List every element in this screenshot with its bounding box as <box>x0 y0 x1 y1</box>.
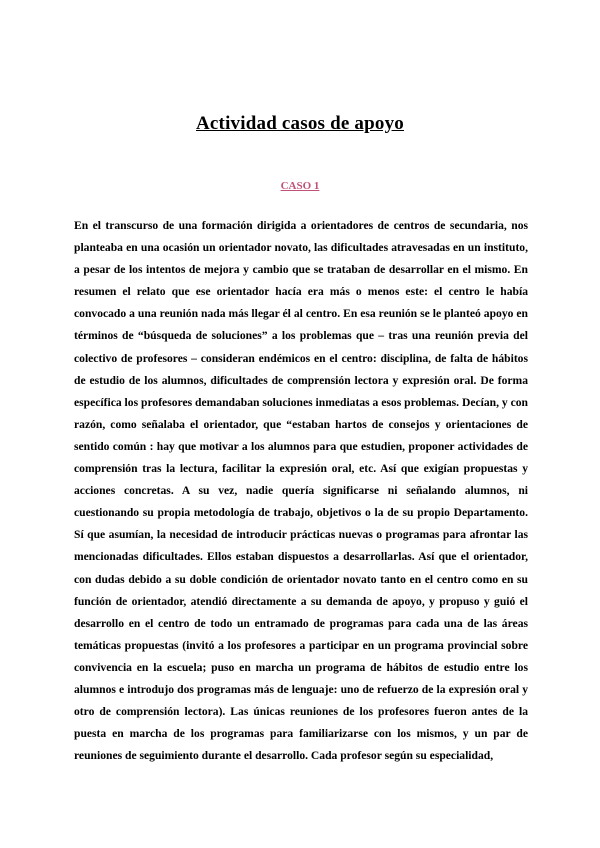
case-label: CASO 1 <box>280 180 320 192</box>
document-title: Actividad casos de apoyo <box>195 113 404 134</box>
case-body-paragraph: En el transcurso de una formación dirigida a orientadores de centros de secundaria, nos planteaba en una ocasión un orientador novato, las dificultades atravesadas en un instituto, a pesar de los intentos de mejora y cambio que se trataban de desarrollar en el mismo. En resumen el relato que ese orientador hacía era más o menos este: el centro le había convocado a una reunión nada más llegar él al centro. En esa reunión se le planteó apoyo en términos de “búsqueda de soluciones” a los problemas que – tras una reunión previa del colectivo de profesores – consideran endémicos en el centro: disciplina, de falta de hábitos de estudio de los alumnos, dificultades de comprensión lectora y expresión oral. De forma específica los profesores demandaban soluciones inmediatas a esos problemas. Decían, y con razón, como señalaba el orientador, que “estaban hartos de consejos y orientaciones de sentido común : hay que motivar a los alumnos para que estudien, proponer actividades de comprensión tras la lectura, facilitar la expresión oral, etc. Así que exigían propuestas y acciones concretas. A su vez, nadie quería significarse ni señalando alumnos, ni cuestionando su propia metodología de trabajo, objetivos o la de su propio Departamento. Sí que asumían, la necesidad de introducir prácticas nuevas o programas para afrontar las mencionadas dificultades. Ellos estaban dispuestos a desarrollarlas. Así que el orientador, con dudas debido a su doble condición de orientador novato tanto en el centro como en su función de orientador, atendió directamente a su demanda de apoyo, y propuso y guió el desarrollo en el centro de todo un entramado de programas para cada una de las áreas temáticas propuestas (invitó a los profesores a participar en un programa provincial sobre convivencia en la escuela; puso en marcha un programa de hábitos de estudio entre los alumnos e introdujo dos programas más de lenguaje: uno de refuerzo de la expresión oral y otro de comprensión lectora). Las únicas reuniones de los profesores fueron antes de la puesta en marcha de los programas para familiarizarse con los mismos, y un par de reuniones de seguimiento durante el desarrollo. Cada profesor según su especialidad, <box>74 219 528 763</box>
